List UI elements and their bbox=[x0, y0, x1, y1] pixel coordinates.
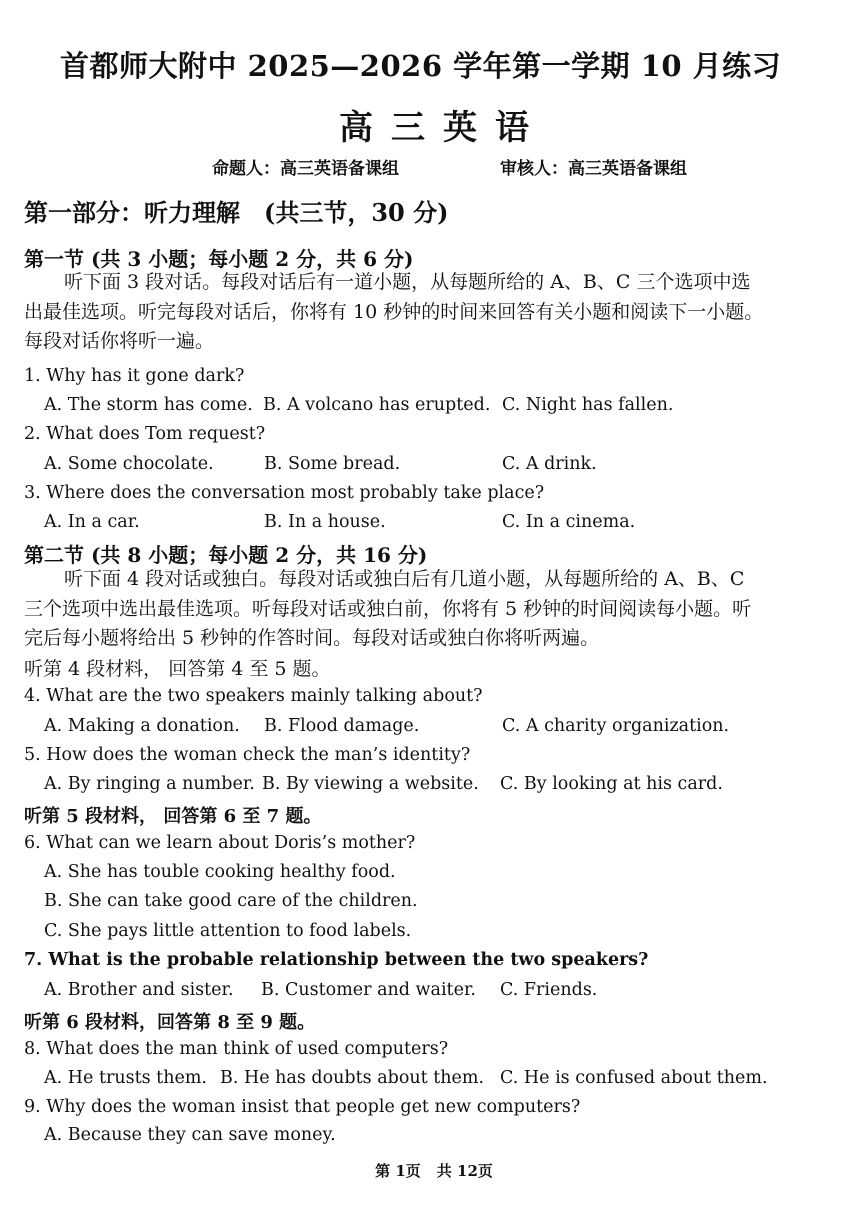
q7-option-c: C. Friends. bbox=[500, 980, 598, 1000]
q2-option-b: B. Some bread. bbox=[264, 454, 401, 474]
q5-option-b: B. By viewing a website. bbox=[262, 774, 479, 794]
question-5: 5. How does the woman check the man’s identity? bbox=[24, 745, 471, 765]
q7-option-b: B. Customer and waiter. bbox=[261, 980, 476, 1000]
part-title: 第一部分：听力理解 (共三节，30 分) bbox=[24, 198, 449, 227]
q2-option-c: C. A drink. bbox=[502, 454, 597, 474]
section2-instructions-text: 听下面 4 段对话或独白。每段对话或独白后有几道小题，从每题所给的 A、B、C 三个选项中选出最佳选项。听每段对话或独白前，你将有 5 秒钟的时间阅读每小题。听完后每小题将给出 5 秒钟的作答时间。每段对话或独白你将听两遍。 bbox=[24, 568, 752, 649]
q6-option-b: B. She can take good care of the children. bbox=[44, 891, 418, 911]
q4-option-a: A. Making a donation. bbox=[44, 716, 240, 736]
q4-option-c: C. A charity organization. bbox=[502, 716, 730, 736]
q6-option-c: C. She pays little attention to food labels. bbox=[44, 921, 412, 941]
section2-title: 第二节 (共 8 小题；每小题 2 分，共 16 分) bbox=[24, 543, 428, 567]
q9-option-a: A. Because they can save money. bbox=[44, 1125, 336, 1145]
section2-instructions bbox=[24, 565, 769, 654]
section1-instructions-text: 听下面 3 段对话。每段对话后有一道小题，从每题所给的 A、B、C 三个选项中选出最佳选项。听完每段对话后，你将有 10 秒钟的时间来回答有关小题和阅读下一小题。每段对话你将听一遍。 bbox=[24, 271, 764, 352]
page-number: 第 1页 bbox=[375, 1162, 421, 1180]
q3-option-b: B. In a house. bbox=[264, 512, 386, 532]
q6-option-a: A. She has touble cooking healthy food. bbox=[44, 862, 396, 882]
question-9: 9. Why does the woman insist that people get new computers? bbox=[24, 1097, 581, 1117]
section1-instructions bbox=[24, 268, 764, 357]
question-2: 2. What does Tom request? bbox=[24, 424, 266, 444]
q3-option-a: A. In a car. bbox=[44, 512, 140, 532]
subject-title: 高三英语 bbox=[339, 108, 547, 148]
q1-option-b: B. A volcano has erupted. bbox=[263, 395, 491, 415]
q7-option-a: A. Brother and sister. bbox=[44, 980, 234, 1000]
setter-line: 命题人：高三英语备课组 bbox=[212, 159, 399, 179]
material-4-note: 听第 4 段材料， 回答第 4 至 5 题。 bbox=[24, 658, 331, 680]
question-8: 8. What does the man think of used computers? bbox=[24, 1039, 449, 1059]
q1-option-c: C. Night has fallen. bbox=[502, 395, 674, 415]
q5-option-a: A. By ringing a number. bbox=[44, 774, 255, 794]
q8-option-a: A. He trusts them. bbox=[44, 1068, 207, 1088]
q4-option-b: B. Flood damage. bbox=[264, 716, 420, 736]
q2-option-a: A. Some chocolate. bbox=[44, 454, 214, 474]
q5-option-c: C. By looking at his card. bbox=[500, 774, 723, 794]
page-footer bbox=[0, 1160, 868, 1181]
material-6-note: 听第 6 段材料，回答第 8 至 9 题。 bbox=[24, 1012, 316, 1033]
question-3: 3. Where does the conversation most probably take place? bbox=[24, 483, 545, 503]
material-5-note: 听第 5 段材料， 回答第 6 至 7 题。 bbox=[24, 806, 322, 827]
q8-option-c: C. He is confused about them. bbox=[500, 1068, 768, 1088]
exam-title: 首都师大附中 2025—2026 学年第一学期 10 月练习 bbox=[60, 49, 782, 83]
reviewer-line: 审核人：高三英语备课组 bbox=[500, 159, 687, 179]
section1-title: 第一节 (共 3 小题；每小题 2 分，共 6 分) bbox=[24, 247, 414, 271]
q8-option-b: B. He has doubts about them. bbox=[220, 1068, 485, 1088]
page-total: 共 12页 bbox=[436, 1162, 493, 1180]
question-1: 1. Why has it gone dark? bbox=[24, 366, 245, 386]
question-6: 6. What can we learn about Doris’s mother? bbox=[24, 833, 416, 853]
question-7: 7. What is the probable relationship between the two speakers? bbox=[24, 950, 649, 970]
q1-option-a: A. The storm has come. bbox=[44, 395, 253, 415]
question-4: 4. What are the two speakers mainly talking about? bbox=[24, 686, 483, 706]
q3-option-c: C. In a cinema. bbox=[502, 512, 636, 532]
